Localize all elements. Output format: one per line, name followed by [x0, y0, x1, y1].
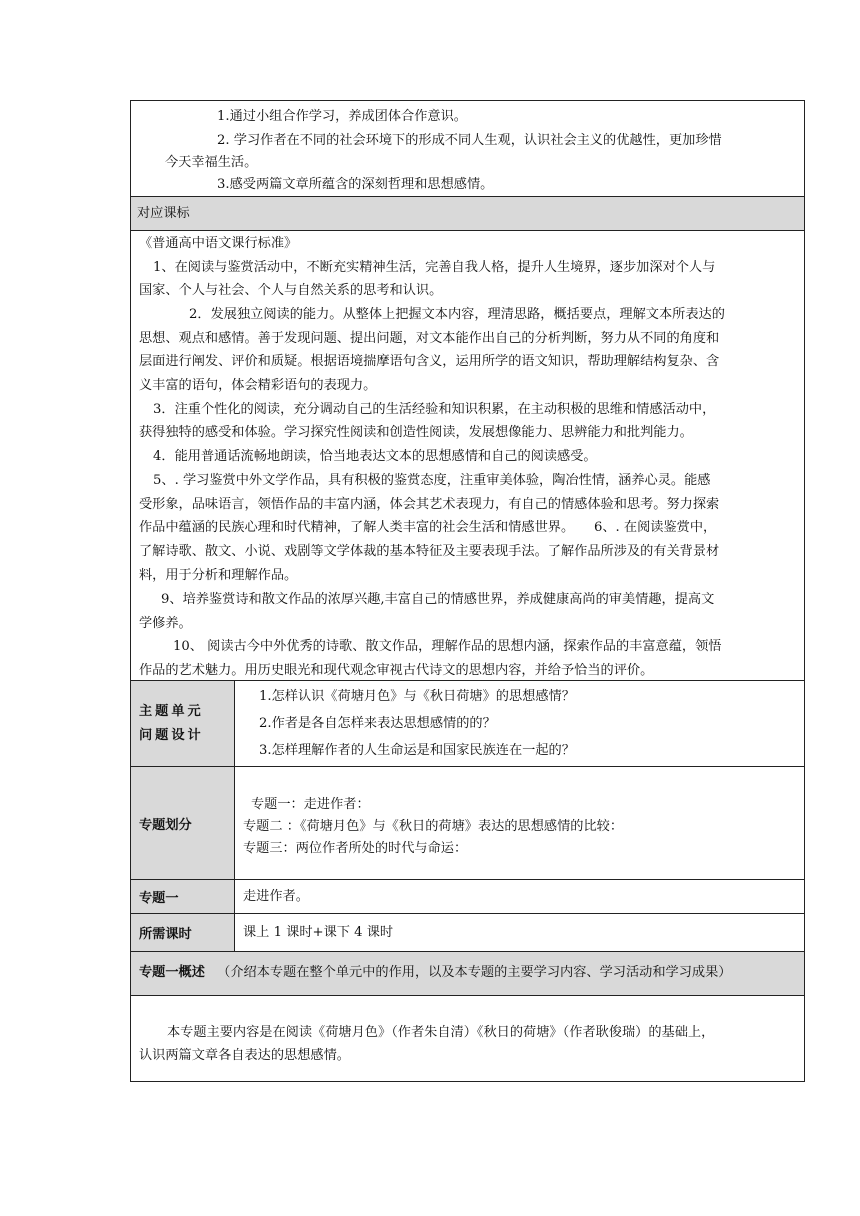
- theme-questions-row: [131, 681, 804, 767]
- overview-label: 专题一概述: [139, 965, 205, 980]
- topic-label-cell: [131, 767, 235, 879]
- standards-line: 思想、观点和感情。善于发现问题、提出问题，对文本能作出自己的分析判断，努力从不同的角度和: [139, 331, 720, 346]
- standards-header-row: [131, 197, 804, 231]
- standards-line: 2．发展独立阅读的能力。从整体上把握文本内容，理清思路，概括要点，理解文本所表达的: [189, 307, 725, 322]
- overview-text-line: 本专题主要内容是在阅读《荷塘月色》（作者朱自清）《秋日的荷塘》（作者耿俊瑞）的基础上，: [167, 1025, 715, 1040]
- topics-cell: [235, 767, 804, 879]
- standards-line: 5、. 学习鉴赏中外文学作品，具有积极的鉴赏态度，注重审美体验，陶冶性情，涵养心灵。能感: [153, 473, 711, 488]
- standards-line: 10、 阅读古今中外优秀的诗歌、散文作品，理解作品的思想内涵，探索作品的丰富意蕴，领悟: [173, 639, 722, 654]
- topic1-label-cell: [131, 880, 235, 913]
- overview-header-row: [131, 952, 804, 996]
- hours-label-cell: [131, 914, 235, 951]
- standards-line: 3．注重个性化的阅读，充分调动自己的生活经验和知识积累，在主动积极的思维和情感活动中，: [153, 402, 716, 417]
- overview-header: [139, 961, 731, 985]
- topic1-value: 走进作者。: [243, 889, 309, 904]
- theme-question: 2.作者是各自怎样来表达思想感情的的？: [259, 716, 496, 731]
- standards-content-row: [131, 231, 804, 681]
- standards-line: 作品的艺术魅力。用历史眼光和现代观念审视古代诗文的思想内容，并给予恰当的评价。: [139, 663, 654, 678]
- topic1-value-cell: [235, 880, 804, 913]
- overview-content-row: [131, 996, 804, 1081]
- standards-line: 9、培养鉴赏诗和散文作品的浓厚兴趣,丰富自己的情感世界，养成健康高尚的审美情趣，提高文: [161, 592, 715, 607]
- topics-row: [131, 767, 804, 880]
- goal-line: 1.通过小组合作学习，养成团体合作意识。: [217, 109, 467, 124]
- hours-row: [131, 914, 804, 952]
- topic-item: 专题二 ：《荷塘月色》与《秋日的荷塘》表达的思想感情的比较：: [243, 819, 624, 834]
- goal-line: 3.感受两篇文章所蕴含的深刻哲理和思想感情。: [217, 177, 494, 192]
- standards-line: 作品中蕴涵的民族心理和时代精神，了解人类丰富的社会生活和情感世界。 6、. 在阅读鉴赏中，: [139, 520, 717, 535]
- goals-row: [131, 101, 804, 197]
- topic-item: 专题一：走进作者：: [251, 797, 370, 812]
- theme-label: 主题单元问题设计: [139, 703, 204, 743]
- standards-line: 料，用于分析和理解作品。: [139, 568, 298, 583]
- topic-item: 专题三：两位作者所处的时代与命运：: [243, 841, 468, 856]
- standards-line: 国家、个人与社会、个人与自然关系的思考和认识。: [139, 283, 443, 298]
- standards-line: 义丰富的语句，体会精彩语句的表现力。: [139, 378, 377, 393]
- overview-text-line: 认识两篇文章各自表达的思想感情。: [139, 1048, 350, 1063]
- theme-question: 3.怎样理解作者的人生命运是和国家民族连在一起的？: [259, 743, 575, 758]
- theme-questions-cell: [235, 681, 804, 766]
- goal-line: 今天幸福生活。: [165, 155, 258, 170]
- topic1-label: 专题一: [139, 891, 179, 906]
- hours-value: 课上 1 课时+课下 4 课时: [243, 925, 394, 940]
- standards-line: 了解诗歌、散文、小说、戏剧等文学体裁的基本特征及主要表现手法。了解作品所涉及的有关背景材: [139, 544, 720, 559]
- lesson-plan-table: [130, 100, 805, 1082]
- goal-line: 2. 学习作者在不同的社会环境下的形成不同人生观，认识社会主义的优越性，更加珍惜: [217, 133, 722, 148]
- topic-label: 专题划分: [139, 817, 192, 833]
- standards-line: 1、在阅读与鉴赏活动中，不断充实精神生活，完善自我人格，提升人生境界，逐步加深对个人与: [153, 260, 716, 275]
- standards-line: 受形象，品味语言，领悟作品的丰富内涵，体会其艺术表现力，有自己的情感体验和思考。努力探索: [139, 497, 720, 512]
- standards-line: 获得独特的感受和体验。学习探究性阅读和创造性阅读，发展想像能力、思辨能力和批判能力。: [139, 425, 693, 440]
- standards-line: 4．能用普通话流畅地朗读，恰当地表达文本的思想感情和自己的阅读感受。: [153, 449, 597, 464]
- hours-value-cell: [235, 914, 804, 951]
- theme-question: 1.怎样认识《荷塘月色》与《秋日荷塘》的思想感情？: [259, 689, 575, 704]
- standards-line: 学修养。: [139, 616, 192, 631]
- overview-note: （介绍本专题在整个单元中的作用，以及本专题的主要学习内容、学习活动和学习成果）: [217, 965, 732, 980]
- hours-label: 所需课时: [139, 927, 192, 942]
- topic1-row: [131, 880, 804, 914]
- theme-label-cell: [131, 681, 235, 766]
- standards-line: 《普通高中语文课行标准》: [139, 236, 298, 251]
- standards-header: 对应课标: [137, 206, 190, 221]
- standards-line: 层面进行阐发、评价和质疑。根据语境揣摩语句含义，运用所学的语文知识，帮助理解结构复杂、含: [139, 354, 720, 369]
